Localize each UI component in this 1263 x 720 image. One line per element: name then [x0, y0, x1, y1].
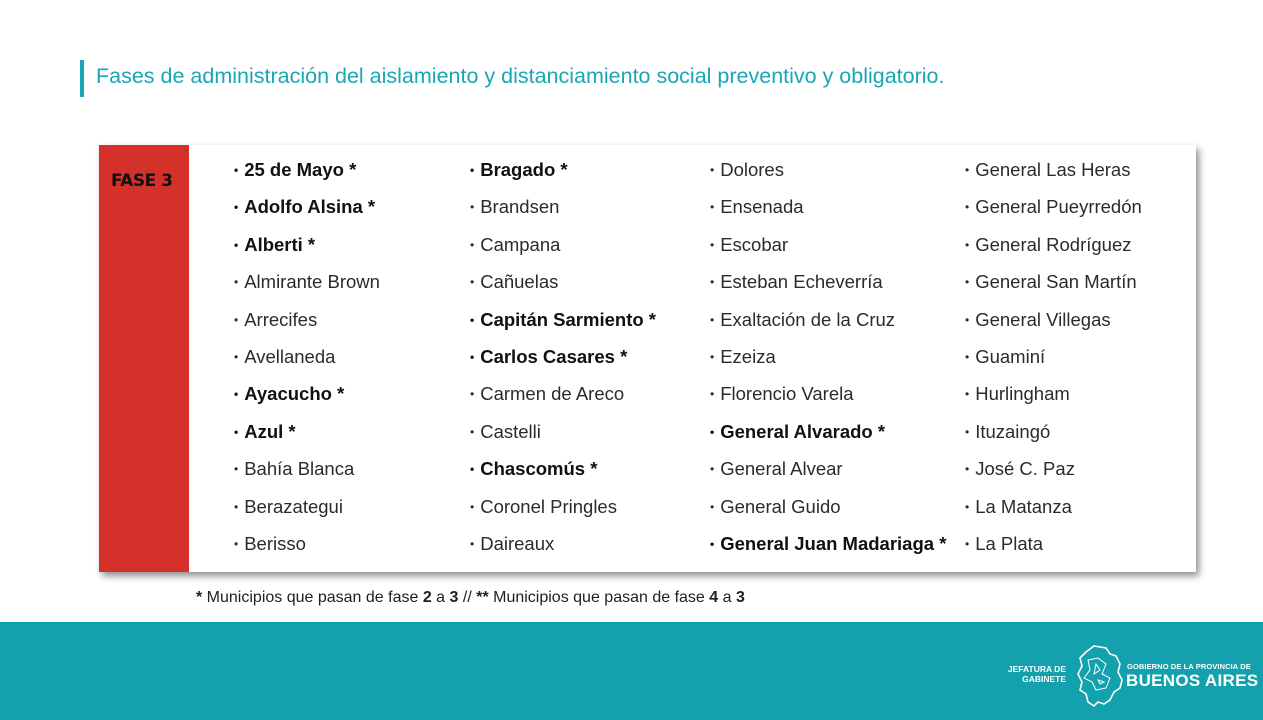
jefatura-logo-text: [1006, 664, 1066, 684]
footnote-star-1: *: [196, 589, 203, 606]
municipality-item: • Exaltación de la Cruz: [710, 305, 946, 342]
municipality-item: • General Alvear: [710, 454, 946, 491]
footer-band: [0, 622, 1263, 720]
phase-label: FASE 3: [111, 171, 173, 191]
municipality-item: • La Plata: [965, 529, 1142, 566]
municipality-item: • General Las Heras: [965, 155, 1142, 192]
footnote-to-phase-2: 3: [735, 589, 745, 606]
buenos-aires-province-map-icon: [1076, 644, 1124, 708]
municipality-item: • Florencio Varela: [710, 379, 946, 416]
municipality-item: • Bahía Blanca: [234, 454, 380, 491]
municipality-item: • Chascomús *: [470, 454, 656, 491]
footnote: [196, 589, 745, 607]
municipality-item: • Guaminí: [965, 342, 1142, 379]
municipality-item: • Carlos Casares *: [470, 342, 656, 379]
footnote-a-1: a: [431, 589, 450, 606]
footnote-separator: //: [458, 589, 477, 606]
page-title: Fases de administración del aislamiento y distanciamiento social preventivo y obligatorio.: [96, 64, 945, 88]
footnote-to-phase-1: 3: [449, 589, 459, 606]
municipality-item: • Arrecifes: [234, 305, 380, 342]
municipality-item: • Carmen de Areco: [470, 379, 656, 416]
municipality-item: • Dolores: [710, 155, 946, 192]
municipality-item: • Brandsen: [470, 192, 656, 229]
footnote-a-2: a: [718, 589, 736, 606]
municipality-column-4: [965, 155, 1142, 566]
municipality-item: • Ayacucho *: [234, 379, 380, 416]
municipality-item: • Hurlingham: [965, 379, 1142, 416]
footnote-from-phase-2: 4: [709, 589, 719, 606]
footnote-text-2: Municipios que pasan de fase: [488, 589, 710, 606]
municipality-item: • Avellaneda: [234, 342, 380, 379]
municipality-item: • General Guido: [710, 492, 946, 529]
municipality-item: • Berisso: [234, 529, 380, 566]
footnote-text-1: Municipios que pasan de fase: [202, 589, 423, 606]
municipality-item: • General Juan Madariaga *: [710, 529, 946, 566]
municipality-item: • Campana: [470, 230, 656, 267]
municipality-item: • La Matanza: [965, 492, 1142, 529]
municipality-item: • Escobar: [710, 230, 946, 267]
jefatura-line-2: GABINETE: [1022, 674, 1066, 684]
municipality-item: • 25 de Mayo *: [234, 155, 380, 192]
municipality-item: • Cañuelas: [470, 267, 656, 304]
municipality-column-2: [470, 155, 656, 566]
municipality-item: • Ensenada: [710, 192, 946, 229]
municipality-item: • Adolfo Alsina *: [234, 192, 380, 229]
municipalities-card: [99, 145, 1196, 572]
footnote-from-phase-1: 2: [422, 589, 432, 606]
municipality-item: • Esteban Echeverría: [710, 267, 946, 304]
municipality-item: • Bragado *: [470, 155, 656, 192]
municipality-item: • Capitán Sarmiento *: [470, 305, 656, 342]
municipality-item: • General San Martín: [965, 267, 1142, 304]
municipality-column-1: [234, 155, 380, 566]
municipality-item: • General Rodríguez: [965, 230, 1142, 267]
municipality-item: • Alberti *: [234, 230, 380, 267]
municipality-item: • Berazategui: [234, 492, 380, 529]
municipality-column-3: [710, 155, 946, 566]
footnote-star-2: **: [476, 589, 489, 606]
municipality-item: • General Alvarado *: [710, 417, 946, 454]
municipality-item: • Almirante Brown: [234, 267, 380, 304]
municipality-item: • Coronel Pringles: [470, 492, 656, 529]
phase-tab: [99, 145, 189, 572]
municipality-item: • General Pueyrredón: [965, 192, 1142, 229]
municipality-item: • Ezeiza: [710, 342, 946, 379]
buenos-aires-text: BUENOS AIRES: [1126, 671, 1259, 690]
municipality-item: • General Villegas: [965, 305, 1142, 342]
municipality-item: • José C. Paz: [965, 454, 1142, 491]
jefatura-line-1: JEFATURA DE: [1007, 664, 1066, 674]
municipality-item: • Ituzaingó: [965, 417, 1142, 454]
municipality-item: • Azul *: [234, 417, 380, 454]
municipality-item: • Castelli: [470, 417, 656, 454]
title-accent-bar: [80, 60, 84, 97]
gobierno-text: GOBIERNO DE LA PROVINCIA DE: [1127, 662, 1251, 671]
municipality-item: • Daireaux: [470, 529, 656, 566]
